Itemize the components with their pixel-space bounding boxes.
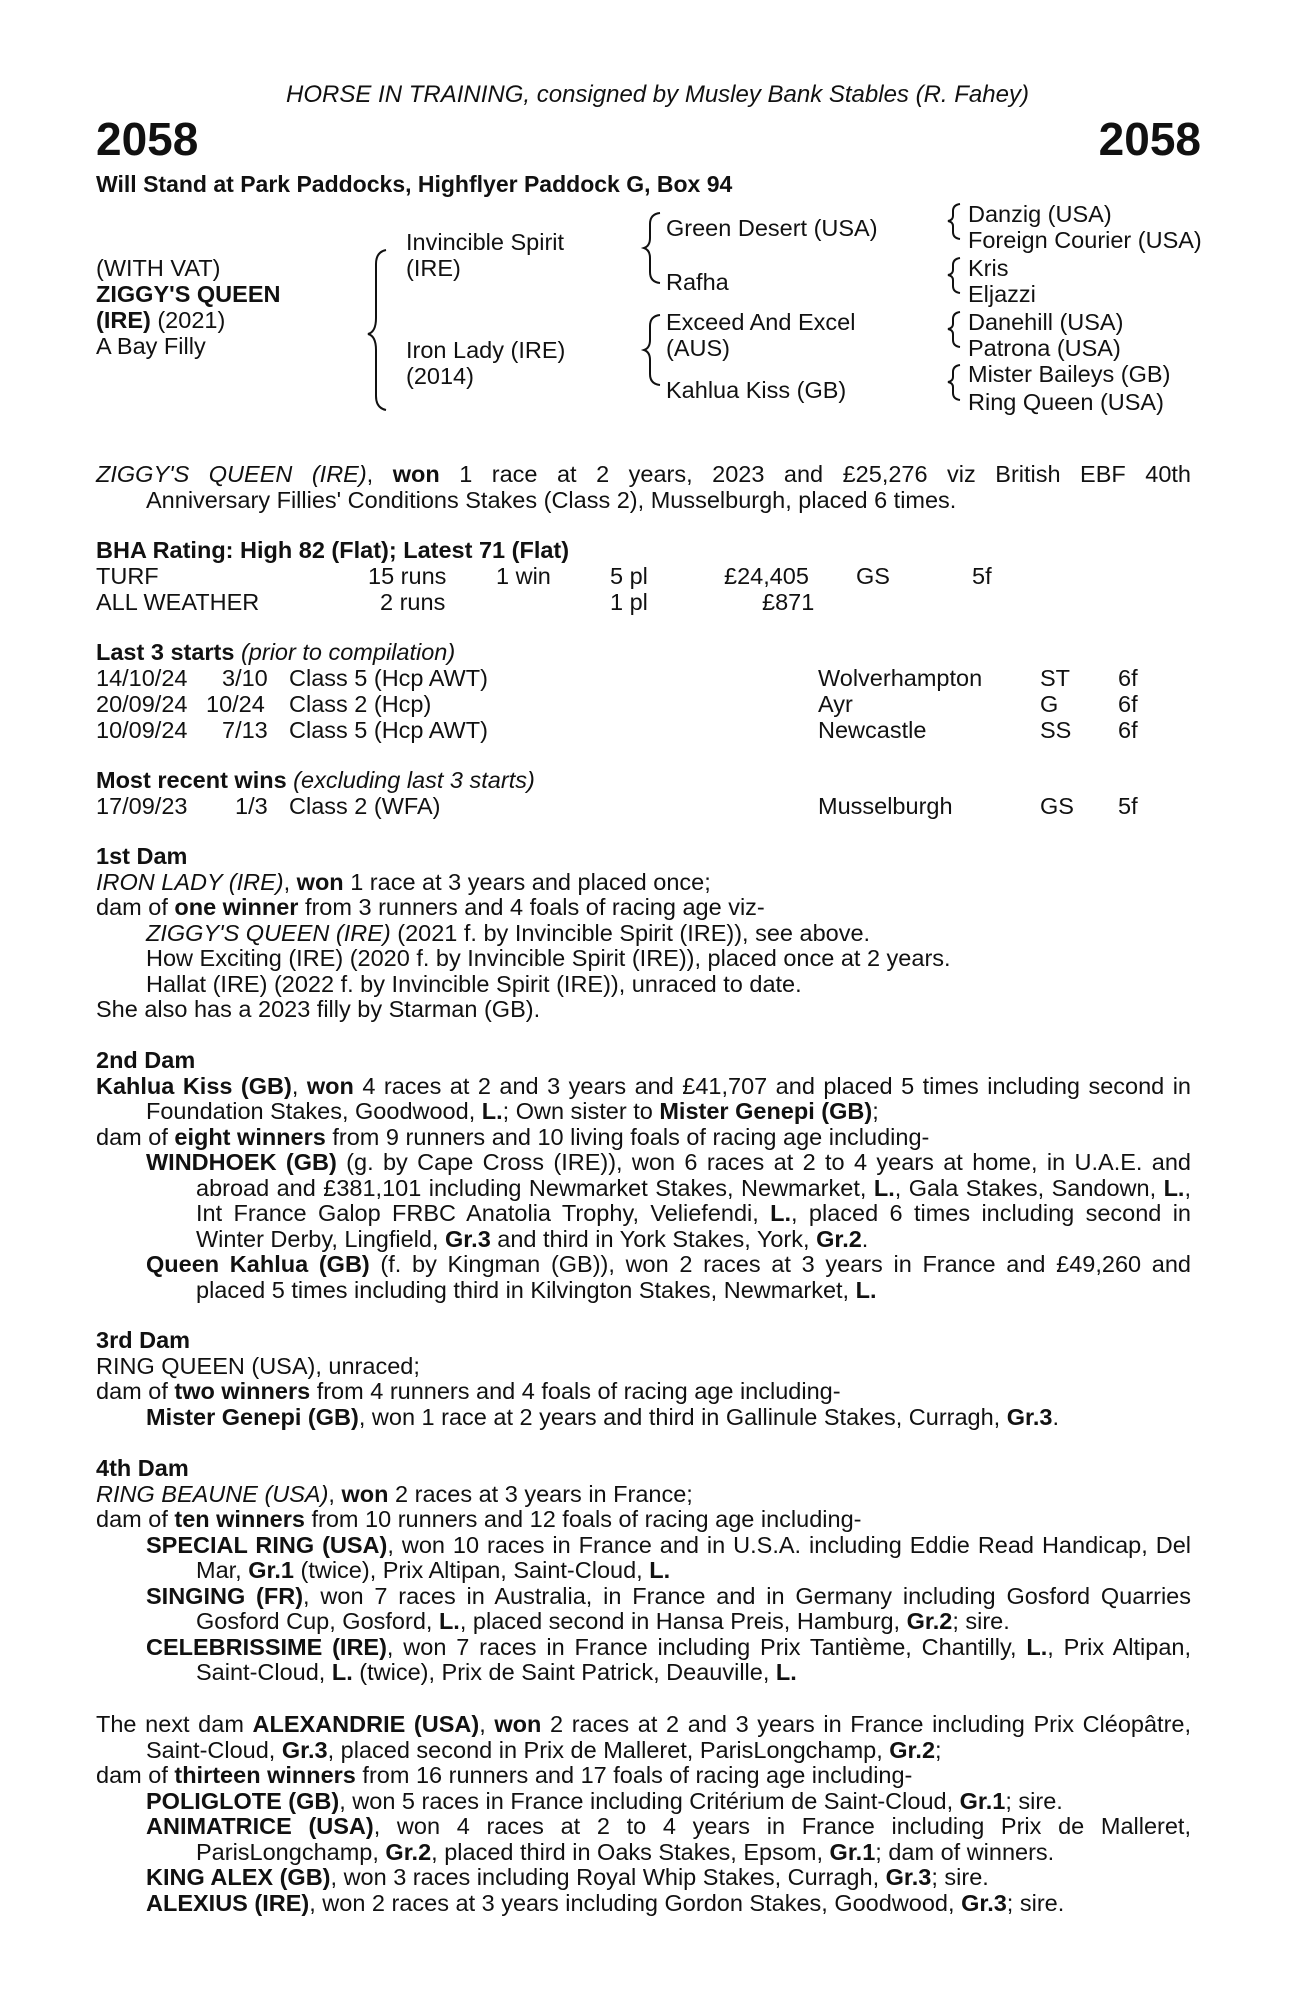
next-dam-winner-4 [96,1891,1191,1917]
summary-won: won [392,461,440,487]
singing-group: Gr.2 [906,1608,953,1634]
celebrissime-text-a: , won 7 races in France including Prix Tantième, Chantilly, [386,1633,1027,1660]
last3-row-1-race: Class 5 (Hcp AWT) [289,665,488,691]
race-summary: ZIGGY'S QUEEN (IRE), won 1 race at 2 years, 2023 and £25,276 viz British EBF 40th Anniversary Fillies' Conditions Stakes (Class 2), Musselburgh, placed 6 times. [96,461,1191,513]
windhoek-l3: L. [770,1200,792,1226]
fourth-dam-winner-2 [96,1584,1191,1635]
first-dam-runners: from 3 runners and 4 foals of racing age viz- [298,894,765,920]
windhoek-l1: L. [873,1174,895,1201]
special-ring-text-b: (twice), Prix Altipan, Saint-Cloud, [293,1557,650,1583]
fourth-dam-record: 2 races at 3 years in France; [388,1480,693,1507]
third-dam-winners: two winners [174,1378,311,1404]
recent-row-1-dist: 5f [1118,793,1138,819]
recent-note: (excluding last 3 starts) [286,767,535,793]
last3-title-text: Last 3 starts [96,639,235,665]
celebrissime-name: CELEBRISSIME (IRE) [146,1633,387,1660]
first-dam-record: 1 race at 3 years and placed once; [343,868,711,895]
last3-title [96,640,455,666]
first-dam-name: IRON LADY (IRE) [96,868,284,895]
next-dam-text-d: ; [935,1736,942,1763]
dam-year: (2014) [406,363,474,389]
fourth-dam-line-2 [96,1507,1191,1533]
first-dam-won: won [296,868,344,895]
last3-row-2-going: G [1040,691,1059,717]
second-dam-para-1 [96,1074,1191,1125]
third-dam-damof: dam of [96,1378,175,1404]
second-dam-end: ; [872,1098,879,1124]
poliglote-text: , won 5 races in France including Critérium de Saint-Cloud, [339,1787,960,1814]
rating-aw-pl: 1 pl [610,589,648,615]
second-dam-runners: from 9 runners and 10 living foals of racing age including- [325,1123,930,1150]
ggp-5: Danehill (USA) [968,309,1124,335]
fourth-dam-sep: , [328,1480,342,1507]
second-dam-sep: , [291,1072,307,1099]
second-dam-winners: eight winners [174,1123,326,1150]
recent-title [96,768,535,794]
special-ring-text-a: , won 10 races in France and in U.S.A. including Eddie Read Handicap, Del Mar, [196,1531,1191,1583]
ggp-1: Danzig (USA) [968,201,1112,227]
rating-turf-surface: TURF [96,563,159,589]
next-dam-damof: dam of [96,1762,175,1788]
first-dam-sep: , [283,868,297,895]
fourth-dam-winners: ten winners [174,1506,305,1532]
third-dam-line-2 [96,1379,1191,1405]
third-dam-line-1: RING QUEEN (USA), unraced; [96,1352,420,1379]
lot-number-left: 2058 [96,113,199,165]
queen-kahlua-text: (f. by Kingman (GB)), won 2 races at 3 years in France and £49,260 and placed 5 times including third in Kilvington Stakes, Newmarket, [196,1251,1191,1303]
next-dam-winner-1 [96,1789,1191,1815]
last3-note: (prior to compilation) [234,639,456,665]
first-dam-line-4: How Exciting (IRE) (2020 f. by Invincible Spirit (IRE)), placed once at 2 years. [146,945,951,971]
last3-row-3-dist: 6f [1118,717,1138,743]
location-line: Will Stand at Park Paddocks, Highflyer Paddock G, Box 94 [96,171,733,197]
recent-row-1-course: Musselburgh [818,793,953,819]
poliglote-group: Gr.1 [959,1787,1006,1814]
brace-dam [644,315,660,385]
third-dam-winner-1 [96,1405,1191,1431]
brace-dd [948,365,960,400]
next-dam-winners: thirteen winners [174,1762,356,1788]
next-dam-para-1 [96,1712,1191,1763]
mister-genepi-end: . [1052,1403,1060,1430]
horse-year: (2021) [150,307,226,333]
rating-aw-surface: ALL WEATHER [96,589,260,615]
next-dam-g1: Gr.3 [281,1736,328,1763]
rating-aw-money: £871 [762,589,815,615]
rating-aw-runs: 2 runs [380,589,446,615]
rating-turf-going: GS [856,563,890,589]
second-dam-name: Kahlua Kiss (GB) [96,1072,292,1099]
next-dam-para-2 [96,1763,1191,1789]
dam-sire-origin: (AUS) [666,335,730,361]
last3-row-2-race: Class 2 (Hcp) [289,691,432,717]
fourth-dam-winner-3 [96,1635,1191,1686]
next-dam-sep: , [479,1711,495,1737]
next-dam-winner-3 [96,1865,1191,1891]
summary-text-2: Anniversary Fillies' Conditions Stakes (Class 2), Musselburgh, placed 6 times. [146,486,957,513]
next-dam-name: ALEXANDRIE (USA) [252,1711,480,1737]
ggp-4: Eljazzi [968,281,1036,307]
last3-row-2-pos: 10/24 [206,691,265,717]
next-dam-runners: from 16 runners and 17 foals of racing age including- [355,1762,913,1788]
windhoek-g2: Gr.2 [816,1225,862,1252]
mister-genepi-text: , won 1 race at 2 years and third in Gallinule Stakes, Curragh, [358,1403,1007,1430]
recent-row-1-date: 17/09/23 [96,793,188,819]
celebrissime-l1: L. [1026,1633,1048,1660]
first-dam-line-5: Hallat (IRE) (2022 f. by Invincible Spirit (IRE)), unraced to date. [146,970,802,997]
special-ring-name: SPECIAL RING (USA) [146,1531,388,1558]
windhoek-text-c: , Int France Galop FRBC Anatolia Trophy, Veliefendi, [196,1174,1191,1226]
rating-turf-runs: 15 runs [368,563,447,589]
celebrissime-text-b: , Prix Altipan, Saint-Cloud, [196,1633,1191,1685]
windhoek-name: WINDHOEK (GB) [146,1149,337,1175]
brace-main [368,250,386,410]
second-dam-listed: L. [481,1098,503,1124]
sire-sire: Green Desert (USA) [666,215,878,241]
next-dam-text-c: , placed second in Prix de Malleret, ParisLongchamp, [327,1736,890,1763]
recent-title-text: Most recent wins [96,767,287,793]
rating-turf-money: £24,405 [724,563,809,589]
dam-dam: Kahlua Kiss (GB) [666,377,847,403]
alexius-group: Gr.3 [961,1889,1007,1916]
animatrice-g1: Gr.2 [385,1838,432,1865]
windhoek-text-e: and third in York Stakes, York, [490,1225,817,1252]
alexius-end: ; sire. [1006,1889,1065,1916]
first-dam-line-2 [96,895,1191,921]
brace-sire [644,213,660,283]
windhoek-text-b: , Gala Stakes, Sandown, [894,1174,1164,1201]
celebrissime-l3: L. [775,1659,797,1685]
next-dam-won: won [494,1711,542,1737]
fourth-dam-name: RING BEAUNE (USA) [96,1480,329,1507]
animatrice-g2: Gr.1 [829,1838,876,1865]
celebrissime-text-c: (twice), Prix de Saint Patrick, Deauville, [352,1659,776,1685]
rating-turf-dist: 5f [972,563,992,589]
windhoek-l2: L. [1163,1174,1185,1201]
last3-row-1-course: Wolverhampton [818,665,983,691]
king-alex-name: KING ALEX (GB) [146,1864,331,1890]
third-dam-section [96,1328,1191,1430]
ggp-7: Mister Baileys (GB) [968,361,1171,387]
king-alex-text: , won 3 races including Royal Whip Stakes, Curragh, [330,1864,886,1890]
last3-row-3-pos: 7/13 [222,717,268,743]
last3-row-2-date: 20/09/24 [96,691,188,717]
recent-row-1-race: Class 2 (WFA) [289,793,441,819]
third-dam-runners: from 4 runners and 4 foals of racing age including- [310,1378,841,1404]
alexius-name: ALEXIUS (IRE) [146,1889,310,1916]
last3-row-1-dist: 6f [1118,665,1138,691]
fourth-dam-damof: dam of [96,1506,175,1532]
animatrice-text-a: , won 4 races at 2 to 4 years in France including Prix de Malleret, ParisLongchamp, [196,1813,1191,1865]
fourth-dam-line-1 [96,1482,1191,1508]
first-dam-line-3 [96,921,1191,947]
singing-name: SINGING (FR) [146,1582,304,1609]
mister-genepi-name: Mister Genepi (GB) [146,1403,359,1430]
last3-row-1-going: ST [1040,665,1071,691]
last3-row-3-course: Newcastle [818,717,927,743]
last3-row-3-date: 10/09/24 [96,717,188,743]
fourth-dam-section [96,1456,1191,1686]
dam-name: Iron Lady (IRE) [406,337,566,363]
sire-dam: Rafha [666,269,729,295]
next-dam-g2: Gr.2 [889,1736,936,1763]
horse-description: A Bay Filly [96,333,206,359]
brace-sd [948,258,960,293]
animatrice-text-c: ; dam of winners. [875,1838,1055,1865]
celebrissime-l2: L. [331,1659,353,1685]
king-alex-end: ; sire. [931,1864,989,1890]
last3-row-2-course: Ayr [818,691,853,717]
last3-row-2-dist: 6f [1118,691,1138,717]
brace-ss [948,204,960,239]
second-dam-title: 2nd Dam [96,1047,196,1073]
first-dam-section [96,844,1191,1023]
consignment-line: HORSE IN TRAINING, consigned by Musley Bank Stables (R. Fahey) [286,81,1029,108]
second-dam-winner-1 [96,1150,1191,1252]
singing-text-a: , won 7 races in Australia, in France and in Germany including Gosford Quarries Gosford Cup, Gosford, [196,1582,1191,1634]
first-dam-produce-1-text: (2021 f. by Invincible Spirit (IRE)), see above. [390,919,871,946]
sire-origin: (IRE) [406,255,461,281]
king-alex-group: Gr.3 [885,1864,932,1890]
poliglote-name: POLIGLOTE (GB) [146,1787,340,1814]
vat-label: (WITH VAT) [96,255,221,281]
fourth-dam-runners: from 10 runners and 12 foals of racing age including- [304,1506,862,1532]
second-dam-sister: Mister Genepi (GB) [659,1098,873,1124]
first-dam-line-6: She also has a 2023 filly by Starman (GB). [96,996,541,1022]
rating-turf-pl: 5 pl [610,563,648,589]
windhoek-text-d: , placed 6 times including second in Winter Derby, Lingfield, [196,1200,1191,1252]
next-dam-winner-2 [96,1814,1191,1865]
last3-row-1-date: 14/10/24 [96,665,188,691]
next-dam-intro: The next dam [96,1711,253,1737]
first-dam-damof: dam of [96,894,175,920]
windhoek-text-f: . [861,1225,869,1252]
singing-listed: L. [438,1608,460,1634]
summary-text-1: 1 race at 2 years, 2023 and £25,276 viz British EBF 40th [439,461,1191,487]
first-dam-line-1 [96,870,1191,896]
windhoek-text-a: (g. by Cape Cross (IRE)), won 6 races at 2 to 4 years at home, in U.A.E. and abroad and £381,101 including Newmarket Stakes, Newmarket, [196,1149,1191,1201]
animatrice-name: ANIMATRICE (USA) [146,1813,374,1839]
dam-sire: Exceed And Excel [666,309,856,335]
ggp-3: Kris [968,255,1009,281]
second-dam-won: won [306,1072,354,1099]
next-dam-text-b: 2 races at 2 and 3 years in France including Prix Cléopâtre, Saint-Cloud, [146,1711,1192,1763]
first-dam-produce-1-name: ZIGGY'S QUEEN (IRE) [146,919,391,946]
queen-kahlua-name: Queen Kahlua (GB) [146,1251,370,1277]
last3-row-1-pos: 3/10 [222,665,268,691]
special-ring-listed: L. [649,1557,671,1583]
lot-number-right: 2058 [1098,113,1201,165]
recent-row-1-going: GS [1040,793,1074,819]
fourth-dam-winner-1 [96,1533,1191,1584]
second-dam-section [96,1048,1191,1303]
second-dam-winner-2 [96,1252,1191,1303]
bha-rating-title: BHA Rating: High 82 (Flat); Latest 71 (Flat) [96,537,570,563]
mister-genepi-group: Gr.3 [1006,1403,1053,1430]
next-dam-section [96,1712,1191,1916]
ggp-2: Foreign Courier (USA) [968,227,1202,253]
ggp-8: Ring Queen (USA) [968,389,1164,415]
special-ring-group: Gr.1 [248,1557,294,1583]
alexius-text: , won 2 races at 3 years including Gordon Stakes, Goodwood, [309,1889,962,1916]
windhoek-g1: Gr.3 [445,1225,491,1252]
summary-name: ZIGGY'S QUEEN (IRE) [96,461,367,487]
recent-row-1-pos: 1/3 [235,793,268,819]
second-dam-damof: dam of [96,1123,175,1150]
singing-text-c: ; sire. [952,1608,1010,1634]
fourth-dam-title: 4th Dam [96,1455,189,1481]
horse-name: ZIGGY'S QUEEN [96,281,281,307]
second-dam-text-2: ; Own sister to [502,1098,660,1124]
second-dam-text: 4 races at 2 and 3 years and £41,707 and placed 5 times including second in Foundation Stakes, Goodwood, [146,1072,1192,1124]
queen-kahlua-listed: L. [855,1276,877,1303]
ggp-6: Patrona (USA) [968,335,1121,361]
fourth-dam-won: won [341,1480,389,1507]
horse-origin: (IRE) [96,307,151,333]
last3-row-3-race: Class 5 (Hcp AWT) [289,717,488,743]
sire-name: Invincible Spirit [406,229,565,255]
first-dam-winners: one winner [174,894,299,920]
third-dam-title: 3rd Dam [96,1327,191,1353]
animatrice-text-b: , placed third in Oaks Stakes, Epsom, [431,1838,830,1865]
rating-turf-wins: 1 win [496,563,551,589]
poliglote-end: ; sire. [1005,1787,1063,1814]
first-dam-title: 1st Dam [96,843,188,869]
second-dam-para-2 [96,1125,1191,1151]
singing-text-b: , placed second in Hansa Preis, Hamburg, [459,1608,907,1634]
last3-row-3-going: SS [1040,717,1072,743]
brace-ds [948,312,960,347]
